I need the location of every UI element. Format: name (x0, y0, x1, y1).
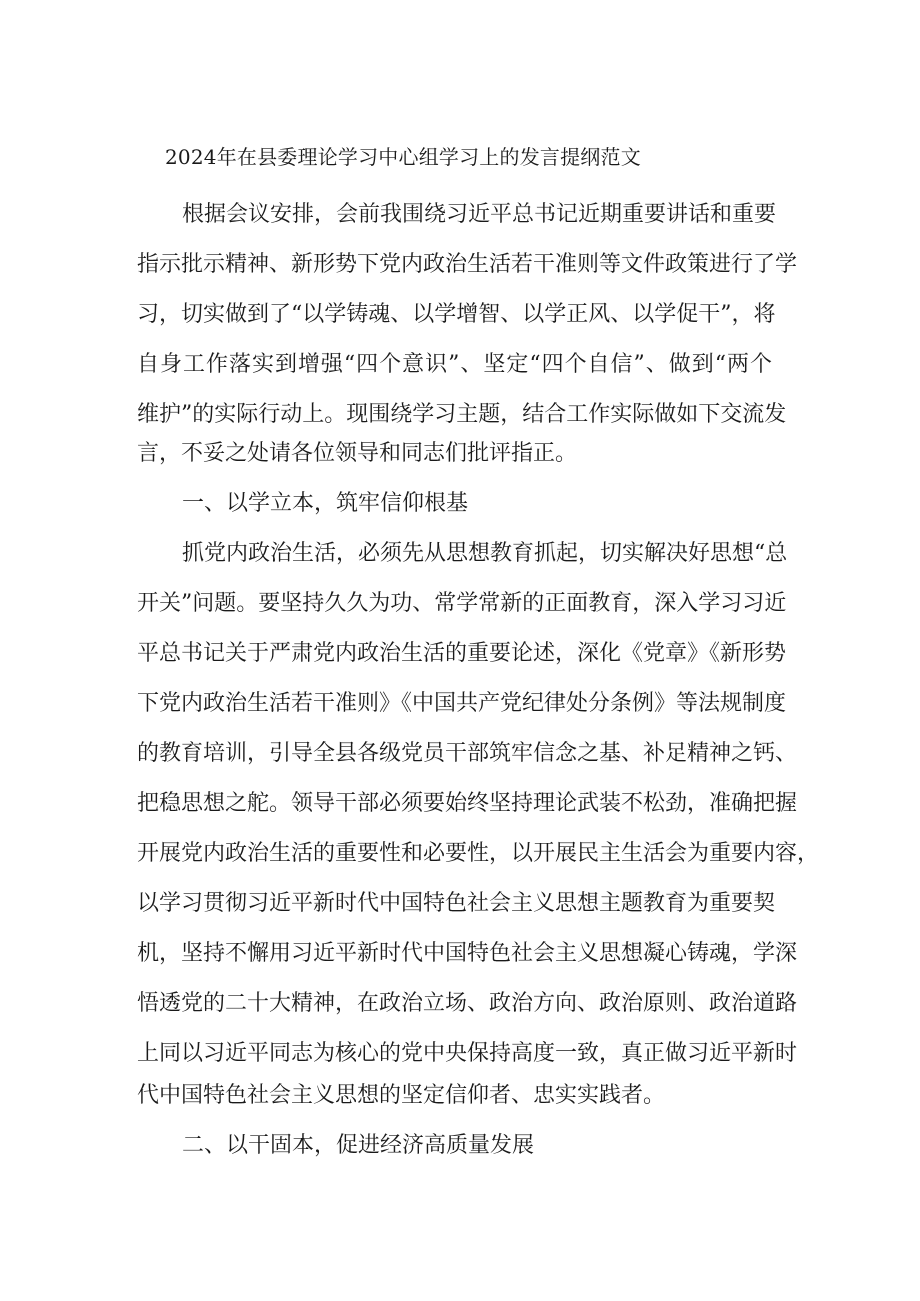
paragraph-line: 指示批示精神、新形势下党内政治生活若干准则等文件政策进行了学 (137, 252, 798, 277)
paragraph-line: 言，不妥之处请各位领导和同志们批评指正。 (137, 441, 578, 466)
paragraph-line: 自身工作落实到增强“四个意识”、坚定“四个自信”、做到“两个 (137, 352, 772, 377)
paragraph-line: 机，坚持不懈用习近平新时代中国特色社会主义思想凝心铸魂，学深 (137, 941, 798, 966)
paragraph-line: 把稳思想之舵。领导干部必须要始终坚持理论武装不松劲，准确把握 (137, 791, 798, 816)
section-heading-2: 二、以干固本，促进经济高质量发展 (182, 1133, 535, 1158)
paragraph-line: 平总书记关于严肃党内政治生活的重要论述，深化《党章》《新形势 (137, 641, 787, 666)
paragraph-line: 习，切实做到了“以学铸魂、以学增智、以学正风、以学促干”，将 (137, 302, 776, 327)
paragraph-line: 维护”的实际行动上。现围绕学习主题，结合工作实际做如下交流发 (137, 402, 787, 427)
paragraph-line: 根据会议安排，会前我围绕习近平总书记近期重要讲话和重要 (182, 202, 777, 227)
paragraph-line: 上同以习近平同志为核心的党中央保持高度一致，真正做习近平新时 (137, 1041, 798, 1066)
document-title: 2024年在县委理论学习中心组学习上的发言提纲范文 (165, 145, 641, 169)
paragraph-line: 以学习贯彻习近平新时代中国特色社会主义思想主题教育为重要契 (137, 891, 776, 916)
section-heading-1: 一、以学立本，筑牢信仰根基 (182, 491, 469, 516)
paragraph-line: 开关”问题。要坚持久久为功、常学常新的正面教育，深入学习习近 (137, 591, 787, 616)
paragraph-line: 开展党内政治生活的重要性和必要性，以开展民主生活会为重要内容， (137, 841, 820, 866)
paragraph-line: 的教育培训，引导全县各级党员干部筑牢信念之基、补足精神之钙、 (137, 741, 798, 766)
paragraph-line: 抓党内政治生活，必须先从思想教育抓起，切实解决好思想“总 (182, 541, 788, 566)
paragraph-line: 代中国特色社会主义思想的坚定信仰者、忠实实践者。 (137, 1083, 666, 1108)
paragraph-line: 悟透党的二十大精神，在政治立场、政治方向、政治原则、政治道路 (137, 991, 798, 1016)
paragraph-line: 下党内政治生活若干准则》《中国共产党纪律处分条例》等法规制度 (137, 691, 787, 716)
